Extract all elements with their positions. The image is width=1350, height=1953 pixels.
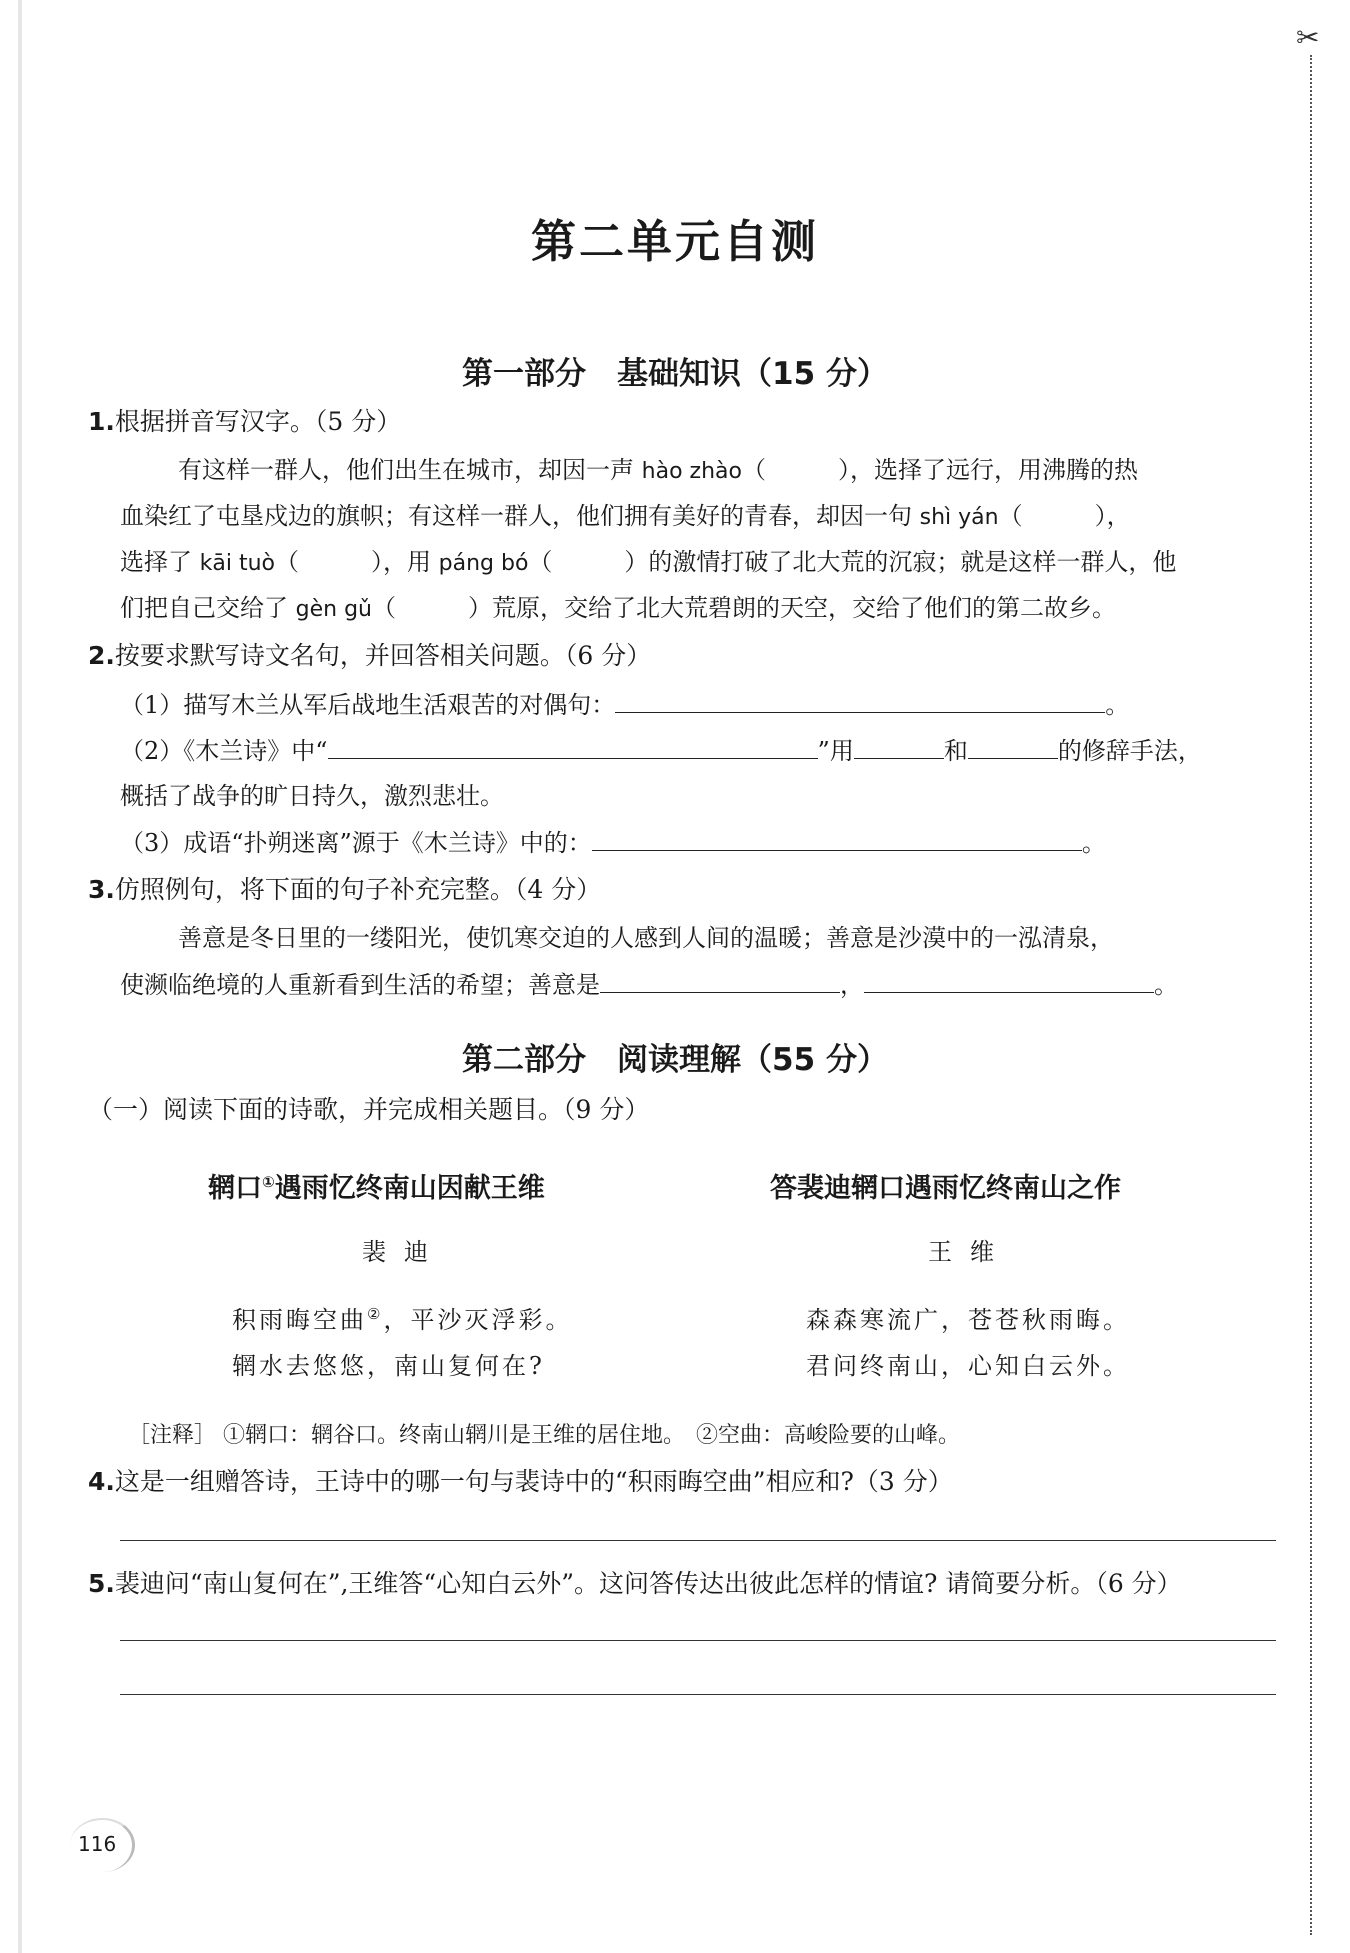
answer-blank[interactable] <box>600 966 840 993</box>
answer-blank[interactable] <box>864 966 1154 993</box>
pinyin: shì yán <box>919 505 999 530</box>
q3-line-1: 善意是冬日里的一缕阳光，使饥寒交迫的人感到人间的温暖；善意是沙漠中的一泓清泉， <box>178 924 1114 952</box>
answer-blank[interactable] <box>854 732 944 759</box>
q2-sub-3 <box>120 824 1106 861</box>
question-number: 1. <box>88 407 115 436</box>
blank-paren[interactable]: （ ），用 <box>275 548 439 576</box>
poem1-title <box>208 1166 545 1205</box>
cut-line <box>1310 55 1312 1935</box>
pinyin: páng bó <box>438 551 529 576</box>
sub-question-text: ”用 <box>817 737 854 765</box>
sub-question-text: 和 <box>943 737 968 765</box>
question-number: 3. <box>88 875 115 904</box>
passage-text: 血染红了屯垦戍边的旗帜；有这样一群人，他们拥有美好的青春，却因一句 <box>120 502 920 530</box>
q1-line-1 <box>178 452 1138 490</box>
answer-line[interactable] <box>120 1540 1276 1541</box>
poem1-author: 裴迪 <box>362 1238 446 1266</box>
question-text: 仿照例句，将下面的句子补充完整。（4 分） <box>114 875 602 904</box>
poem2-line-1: 森森寒流广，苍苍秋雨晦。 <box>806 1306 1130 1334</box>
question-5 <box>88 1566 1182 1602</box>
answer-blank[interactable] <box>968 732 1058 759</box>
question-4 <box>88 1464 953 1500</box>
pinyin: kāi tuò <box>199 551 275 576</box>
question-1 <box>88 404 401 440</box>
sub-question-text: （2）《木兰诗》中“ <box>120 737 328 765</box>
footnote-marker: ① <box>262 1173 275 1191</box>
blank-paren[interactable]: （ ）， <box>998 502 1131 530</box>
reading-intro: （一）阅读下面的诗歌，并完成相关题目。（9 分） <box>88 1095 650 1124</box>
answer-line[interactable] <box>120 1640 1276 1641</box>
answer-blank[interactable] <box>328 732 818 759</box>
passage-text: 选择了 <box>120 548 200 576</box>
pinyin: gèn gǔ <box>295 597 372 622</box>
pinyin: hào zhào <box>641 459 742 484</box>
annotation-note: ［注释］ ①辋口：辋谷口。终南山辋川是王维的居住地。 ②空曲：高峻险要的山峰。 <box>128 1423 960 1448</box>
sub-question-text: （3）成语“扑朔迷离”源于《木兰诗》中的： <box>120 829 592 857</box>
sub-question-text: （1）描写木兰从军后战地生活艰苦的对偶句： <box>120 691 616 719</box>
poem2-author: 王维 <box>928 1238 1012 1266</box>
question-text: 裴迪问“南山复何在”,王维答“心知白云外”。这问答传达出彼此怎样的情谊? 请简要分析。（6 分） <box>114 1569 1182 1598</box>
scissors-icon: ✂ <box>1296 21 1320 54</box>
part1-heading: 第一部分 基础知识（15 分） <box>462 356 888 392</box>
q2-sub-2 <box>120 732 1202 769</box>
sub-question-text: 的修辞手法， <box>1057 737 1202 765</box>
poem-text: ，平沙灭浮彩。 <box>383 1306 573 1334</box>
punctuation: 。 <box>1154 971 1178 999</box>
punctuation: ， <box>840 971 864 999</box>
q2-sub-2-cont: 概括了战争的旷日持久，激烈悲壮。 <box>120 782 504 810</box>
question-3 <box>88 872 601 908</box>
punctuation: 。 <box>1105 691 1130 719</box>
question-number: 5. <box>88 1569 115 1598</box>
blank-paren[interactable]: （ ）的激情打破了北大荒的沉寂；就是这样一群人，他 <box>528 548 1177 576</box>
q3-line-2 <box>120 966 1178 1003</box>
page-title: 第二单元自测 <box>530 215 819 268</box>
answer-blank[interactable] <box>615 686 1105 713</box>
q1-line-4 <box>120 590 1116 628</box>
passage-text: 有这样一群人，他们出生在城市，却因一声 <box>178 456 642 484</box>
passage-text: 们把自己交给了 <box>120 594 296 622</box>
part2-heading: 第二部分 阅读理解（55 分） <box>462 1042 888 1078</box>
answer-line[interactable] <box>120 1694 1276 1695</box>
poem-title-text: 遇雨忆终南山因献王维 <box>274 1173 545 1204</box>
poem2-title: 答裴迪辋口遇雨忆终南山之作 <box>770 1173 1121 1204</box>
poem-title-text: 辋口 <box>208 1173 262 1204</box>
blank-paren[interactable]: （ ），选择了远行，用沸腾的热 <box>741 456 1138 484</box>
page-edge <box>18 0 22 1953</box>
blank-paren[interactable]: （ ）荒原，交给了北大荒碧朗的天空，交给了他们的第二故乡。 <box>372 594 1116 622</box>
footnote-marker: ② <box>367 1305 384 1323</box>
question-text: 按要求默写诗文名句，并回答相关问题。（6 分） <box>114 641 652 670</box>
punctuation: 。 <box>1081 829 1106 857</box>
q1-line-2 <box>120 498 1131 536</box>
question-text: 根据拼音写汉字。（5 分） <box>114 407 402 436</box>
page-number: 116 <box>78 1832 117 1856</box>
poem-text: 积雨晦空曲 <box>232 1306 367 1334</box>
question-text: 这是一组赠答诗，王诗中的哪一句与裴诗中的“积雨晦空曲”相应和?（3 分） <box>114 1467 953 1496</box>
q2-sub-1 <box>120 686 1129 723</box>
answer-blank[interactable] <box>592 824 1082 851</box>
poem1-line-2: 辋水去悠悠，南山复何在? <box>232 1352 545 1380</box>
question-number: 2. <box>88 641 115 670</box>
poem1-line-1 <box>232 1300 572 1335</box>
poem2-line-2: 君问终南山，心知白云外。 <box>806 1352 1130 1380</box>
passage-text: 使濒临绝境的人重新看到生活的希望；善意是 <box>120 971 600 999</box>
question-number: 4. <box>88 1467 115 1496</box>
question-2 <box>88 638 651 674</box>
q1-line-3 <box>120 544 1176 582</box>
